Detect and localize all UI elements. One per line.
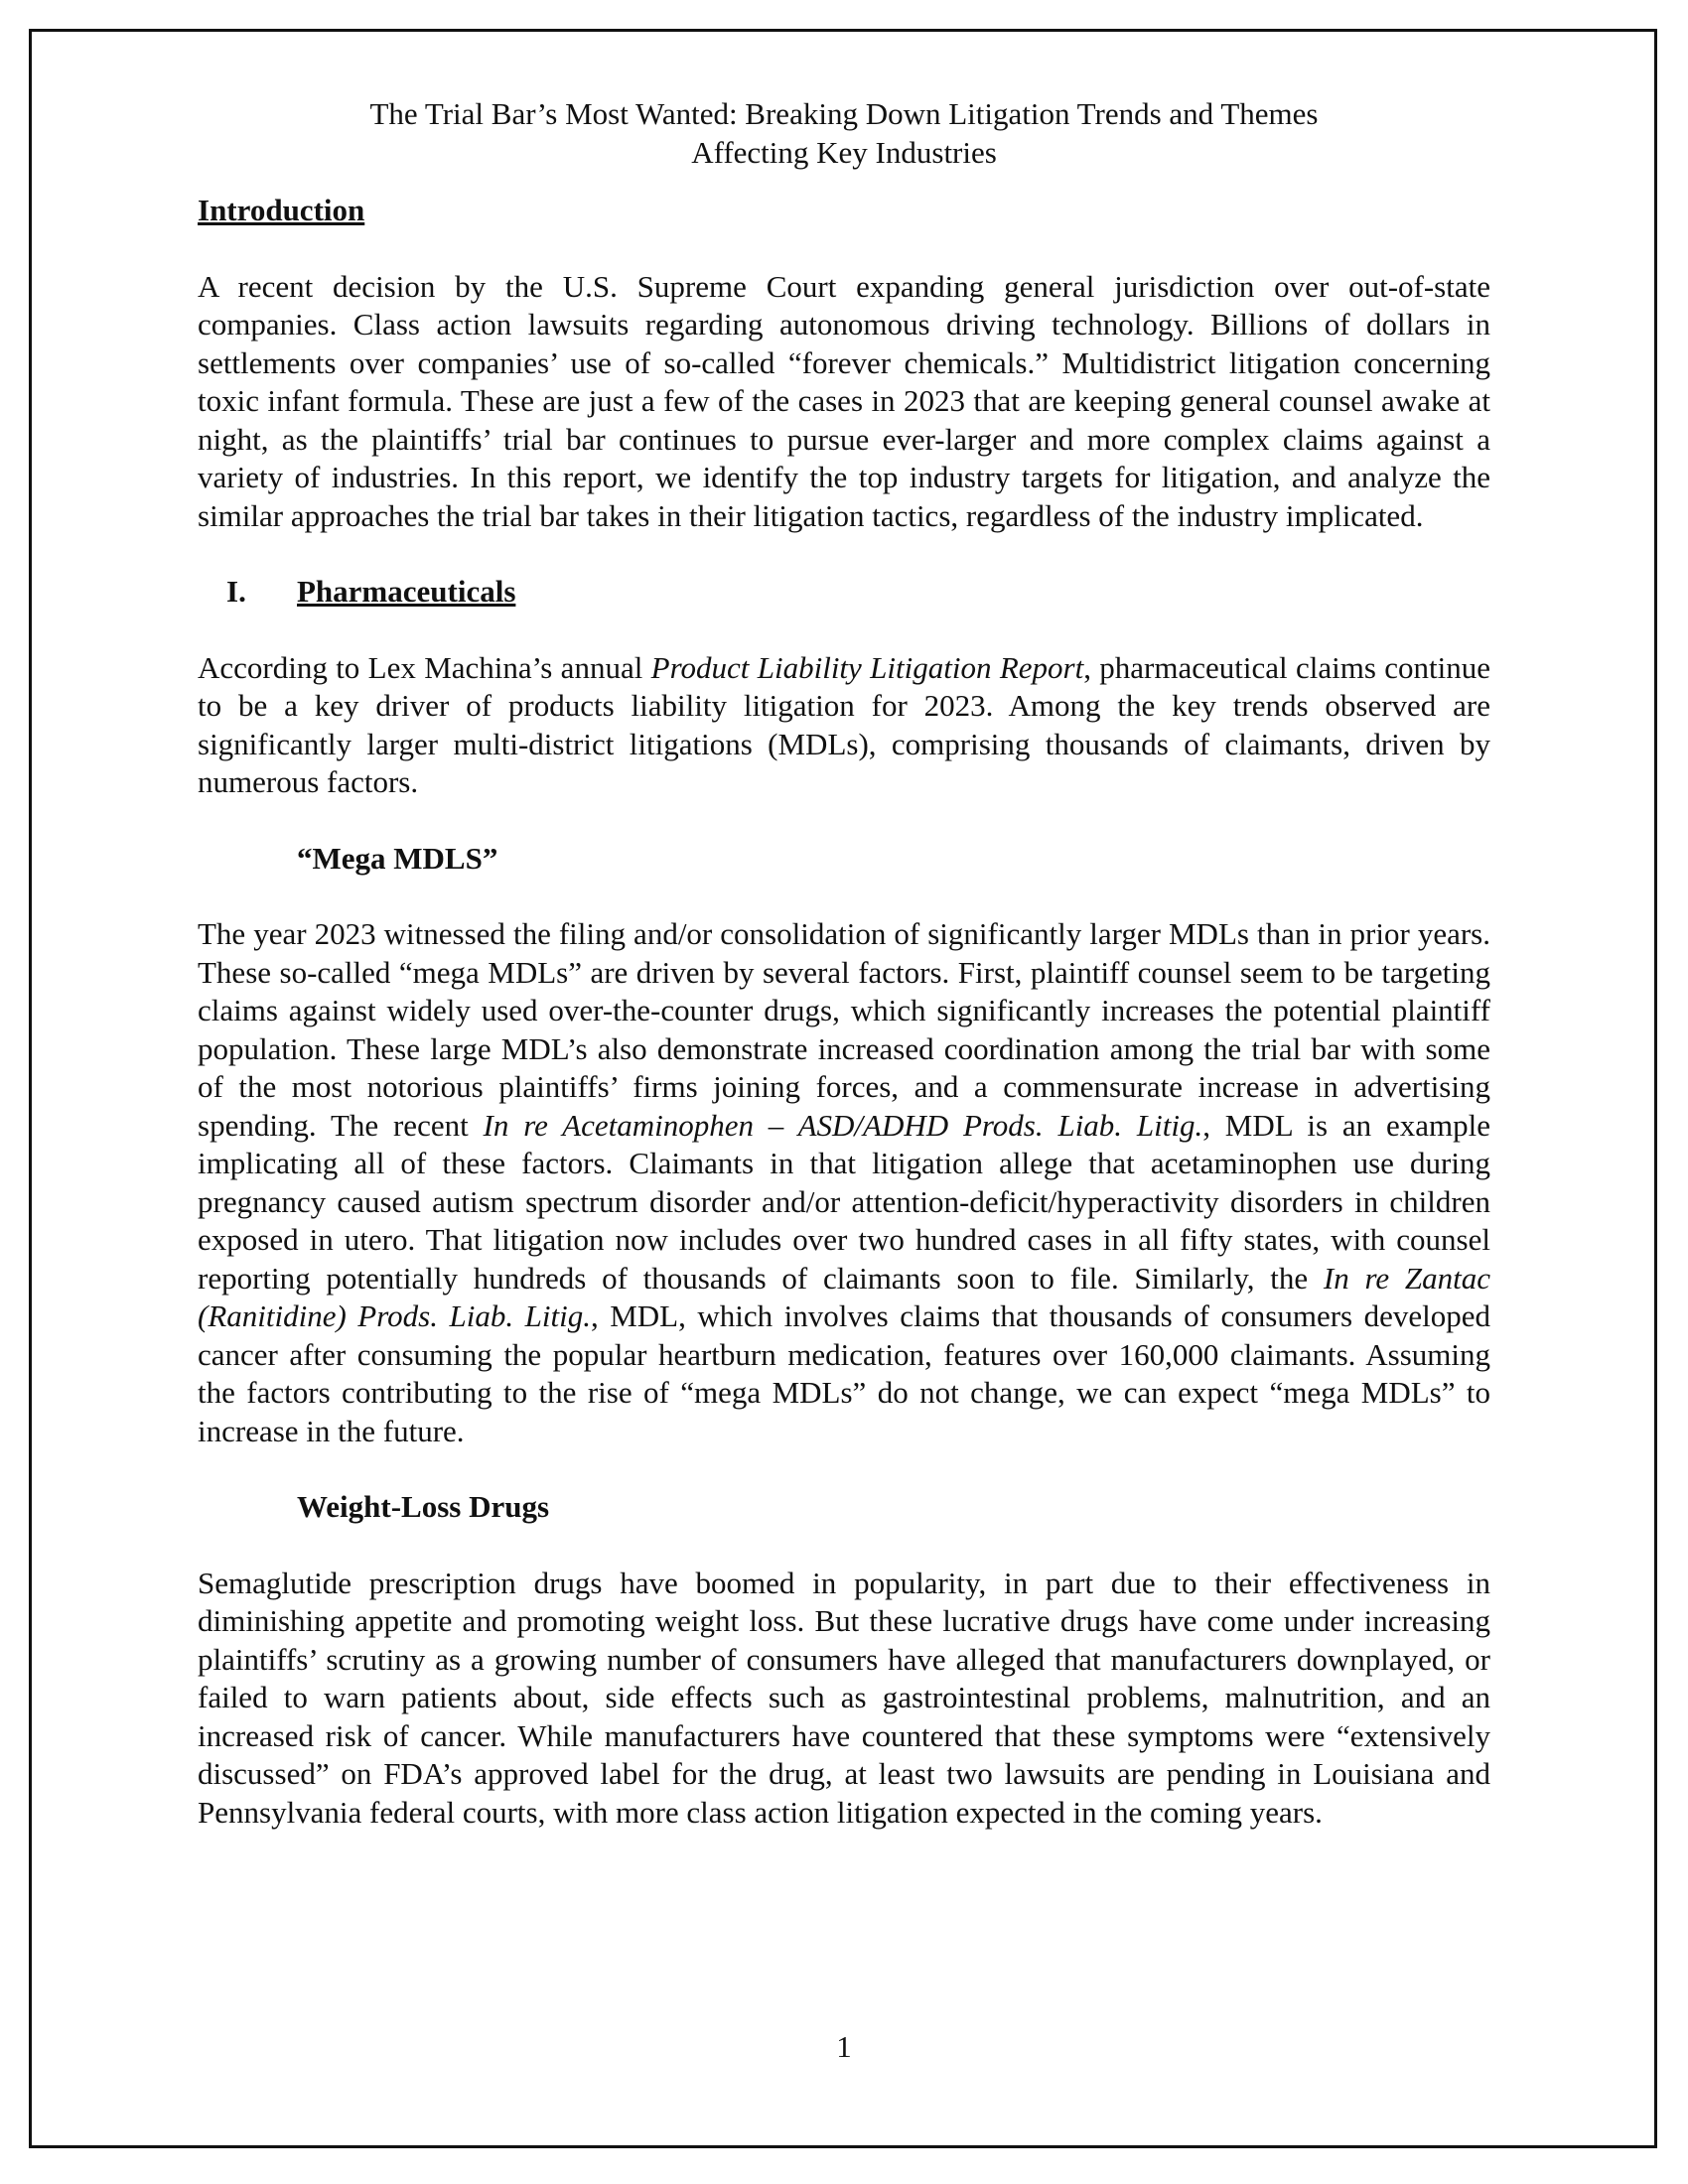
section-title: Pharmaceuticals [297, 574, 516, 609]
page-number: 1 [836, 2029, 852, 2064]
weight-loss-paragraph: Semaglutide prescription drugs have boomed in popularity, in part due to their effectiveness in diminishing appetite and promoting weight loss. But these lucrative drugs have come under increasing plaintiffs’ scrutiny as a growing number of consumers have alleged that manufacturers downplayed, or failed to warn patients about, side effects such as gastrointestinal problems, malnutrition, and an increased risk of cancer. While manufacturers have countered that these symptoms were “extensively discussed” on FDA’s approved label for the drug, at least two lawsuits are pending in Louisiana and Pennsylvania federal courts, with more class action litigation expected in the coming years. [198, 1565, 1490, 1830]
case-name-acetaminophen: In re Acetaminophen – ASD/ADHD Prods. Liab. Litig. [483, 1107, 1203, 1143]
document-body [198, 95, 1490, 1832]
section-number: I. [226, 574, 246, 609]
mega-mdls-paragraph [198, 915, 1490, 1450]
mega-text-1: The year 2023 witnessed the filing and/or consolidation of significantly larger MDLs than in prior years. These so-called “mega MDLs” are driven by several factors. First, plaintiff counsel seem to be targeting claims against widely used over-the-counter drugs, which significantly increases the potential plaintiff population. These large MDL’s also demonstrate increased coordination among the trial bar with some of the most notorious plaintiffs’ firms joining forces, and a commensurate increase in advertising spending. The recent [198, 916, 1490, 1143]
report-title-italic: Product Liability Litigation Report [650, 649, 1084, 685]
introduction-paragraph: A recent decision by the U.S. Supreme Court expanding general jurisdiction over out-of-state companies. Class action lawsuits regarding autonomous driving technology. Billions of dollars in settlements over companies’ use of so-called “forever chemicals.” Multidistrict litigation concerning toxic infant formula. These are just a few of the cases in 2023 that are keeping general counsel awake at night, as the plaintiffs’ trial bar continues to pursue ever-larger and more complex claims against a variety of industries. In this report, we identify the top industry targets for litigation, and analyze the similar approaches the trial bar takes in their litigation tactics, regardless of the industry implicated. [198, 268, 1490, 533]
weight-loss-heading: Weight-Loss Drugs [297, 1489, 550, 1524]
title-line-1: The Trial Bar’s Most Wanted: Breaking Down Litigation Trends and Themes [369, 96, 1319, 131]
pharmaceuticals-paragraph [198, 649, 1490, 802]
mega-text-2: , MDL is an example implicating all of these factors. Claimants in that litigation allege that acetaminophen use during pregnancy caused autism spectrum disorder and/or attention-deficit/hyperactivity disorders in children exposed in utero. That litigation now includes over two hundred cases in all fifty states, with counsel reporting potentially hundreds of thousands of claimants soon to file. Similarly, the [198, 1107, 1490, 1296]
case-name-zantac: In re Zantac (Ranitidine) Prods. Liab. Litig. [198, 1260, 1491, 1333]
mega-mdls-heading: “Mega MDLS” [297, 840, 498, 876]
mega-text-3: , MDL, which involves claims that thousands of consumers developed cancer after consuming the popular heartburn medication, features over 160,000 claimants. Assuming the factors contributing to the rise of “mega MDLs” do not change, we can expect “mega MDLs” to increase in the future. [198, 1298, 1491, 1448]
section-heading-pharmaceuticals [198, 573, 1490, 612]
document-title [198, 95, 1490, 172]
title-line-2: Affecting Key Industries [691, 134, 997, 170]
pharma-text-2: , pharmaceutical claims continue to be a key driver of products liability litigation for 2023. Among the key trends observed are significantly larger multi-district litigations (MDLs), comprising thousands of claimants, driven by numerous factors. [198, 649, 1490, 799]
introduction-heading: Introduction [198, 193, 365, 227]
pharma-text-1: According to Lex Machina’s annual [198, 649, 651, 685]
